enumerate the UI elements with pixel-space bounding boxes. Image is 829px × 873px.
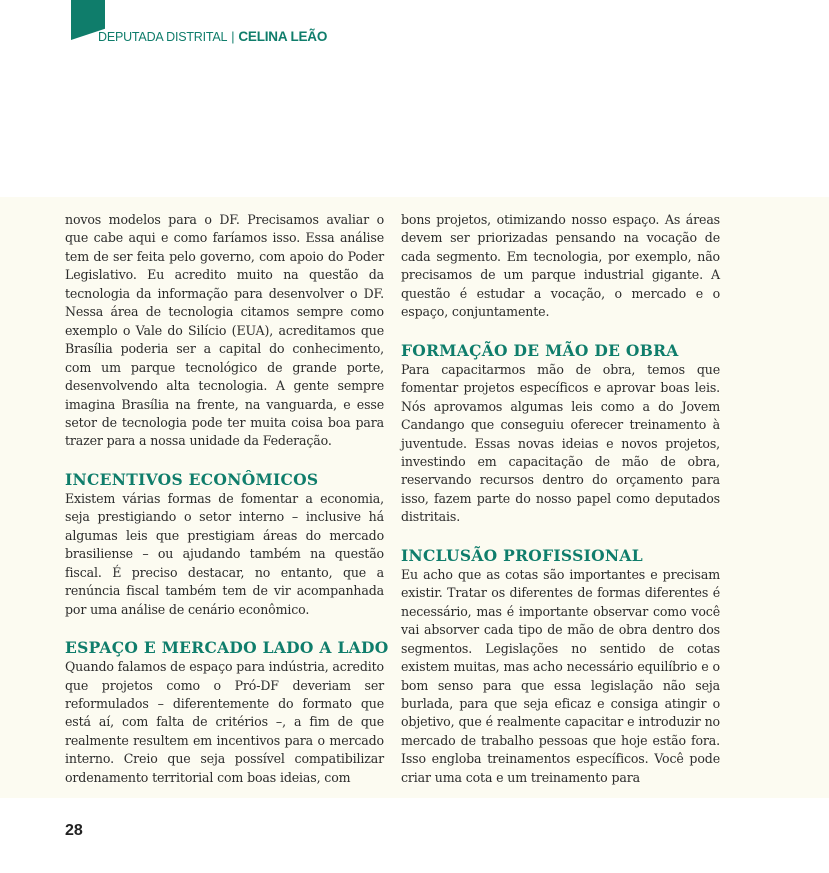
section-heading-incentivos: INCENTIVOS ECONÔMICOS <box>65 469 319 489</box>
left-paragraph-1: novos modelos para o DF. Precisamos avaliar o que cabe aqui e como faríamos isso. Essa análise tem de ser feita pelo governo, com apoio do Poder Legislativo. Eu acredito muito na questão da tecnologia da informação para desenvolver o DF. Nessa área de tecnologia citamos sempre como exemplo o Vale do Silício (EUA), acreditamos que Brasília poderia ser a capital do conhecimento, com um parque tecnológico de grande porte, desenvolvendo alta tecnologia. A gente sempre imagina Brasília na frente, na vanguarda, e esse setor de tecnologia pode ter muita coisa boa para trazer para a nossa unidade da Federação. <box>65 212 384 449</box>
right-paragraph-2: Para capacitarmos mão de obra, temos que fomentar projetos específicos e aprovar boas leis. Nós aprovamos algumas leis como a do Jovem Candango que conseguiu oferecer treinamento à juventude. Essas novas ideias e novos projetos, investindo em capacitação de mão de obra, reservando recursos dentro do orçamento para isso, fazem parte do nosso papel como deputados distritais. <box>401 361 720 525</box>
header-author-name: CELINA LEÃO <box>238 29 328 44</box>
header-separator: | <box>231 30 235 44</box>
right-paragraph-3: Eu acho que as cotas são importantes e precisam existir. Tratar os diferentes de formas diferentes é necessário, mas é importante observar como você vai absorver cada tipo de mão de obra dentro dos segmentos. Legislações no sentido de cotas existem muitas, mas acho necessário equilíbrio e o bom senso para que essa legislação não seja burlada, para que seja eficaz e consiga atingir o objetivo, que é realmente capacitar e introduzir no mercado de trabalho pessoas que hoje estão fora. Isso engloba treinamentos específicos. Você pode criar uma cota e um treinamento para <box>401 566 720 785</box>
section-heading-formacao: FORMAÇÃO DE MÃO DE OBRA <box>401 340 679 360</box>
running-header <box>98 29 327 44</box>
right-column <box>401 211 720 787</box>
section-heading-inclusao: INCLUSÃO PROFISSIONAL <box>401 545 643 565</box>
left-paragraph-2: Existem várias formas de fomentar a economia, seja prestigiando o setor interno – inclusive há algumas leis que prestigiam áreas do mercado brasiliense – ou ajudando também na questão fiscal. É preciso destacar, no entanto, que a renúncia fiscal também tem de vir acompanhada por uma análise de cenário econômico. <box>65 490 384 617</box>
right-paragraph-1: bons projetos, otimizando nosso espaço. As áreas devem ser priorizadas pensando na vocação de cada segmento. Em tecnologia, por exemplo, não precisamos de um parque industrial gigante. A questão é estudar a vocação, o mercado e o espaço, conjuntamente. <box>401 212 720 320</box>
page-number: 28 <box>65 822 83 839</box>
left-column <box>65 211 389 787</box>
header-role: DEPUTADA DISTRITAL <box>98 30 228 44</box>
left-paragraph-3: Quando falamos de espaço para indústria, acredito que projetos como o Pró-DF deveriam ser reformulados – diferentemente do formato que está aí, com falta de critérios –, a fim de que realmente resultem em incentivos para o mercado interno. Creio que seja possível compatibilizar ordenamento territorial com boas ideias, com <box>65 659 384 785</box>
section-heading-espaco: ESPAÇO E MERCADO LADO A LADO <box>65 638 389 658</box>
